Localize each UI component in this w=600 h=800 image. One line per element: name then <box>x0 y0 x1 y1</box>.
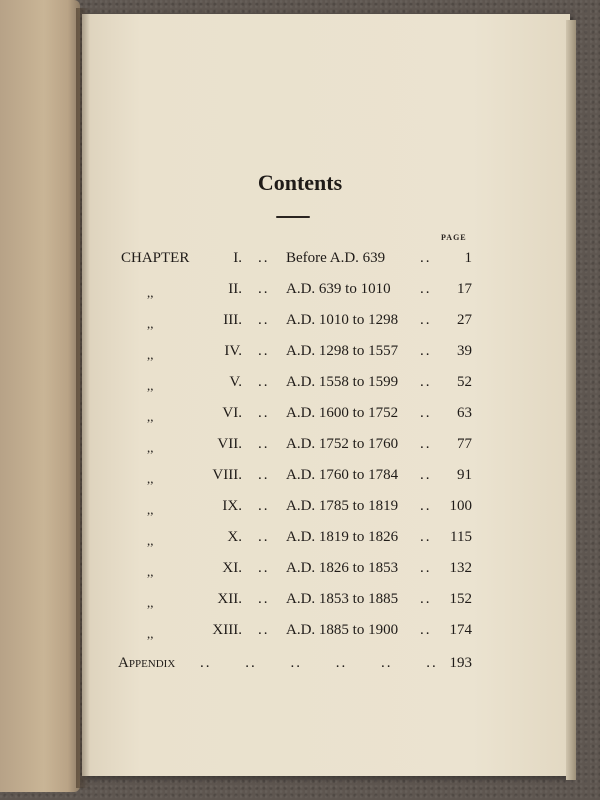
chapter-period: A.D. 1752 to 1760 <box>286 436 399 452</box>
chapter-period: A.D. 1600 to 1752 <box>286 405 399 421</box>
chapter-page-number: 1 <box>464 250 472 266</box>
dot-leader: .. <box>420 622 432 638</box>
dot-leader: .. <box>420 467 432 483</box>
chapter-period: Before A.D. 639 <box>286 250 386 266</box>
dot-leader: .. <box>258 250 270 266</box>
dot-leader: .. <box>258 343 270 359</box>
chapter-number: XIII. <box>212 622 242 638</box>
dot-leader: .. <box>258 498 270 514</box>
toc-row <box>0 432 600 456</box>
toc-row <box>0 525 600 549</box>
chapter-page-number: 39 <box>457 343 472 359</box>
toc-row <box>0 370 600 394</box>
chapter-page-number: 174 <box>449 622 472 638</box>
ditto-mark: ,, <box>147 471 154 486</box>
dot-leader: .. <box>420 591 432 607</box>
appendix-leaders: .. .. .. .. .. .. <box>200 655 438 671</box>
chapter-number: VI. <box>222 405 242 421</box>
chapter-label: CHAPTER <box>121 250 190 266</box>
appendix-page: 193 <box>449 655 472 671</box>
chapter-number: II. <box>228 281 242 297</box>
dot-leader: .. <box>420 436 432 452</box>
ditto-mark: ,, <box>147 409 154 424</box>
dot-leader: .. <box>258 374 270 390</box>
toc-row <box>0 246 600 270</box>
chapter-period: A.D. 1853 to 1885 <box>286 591 399 607</box>
chapter-page-number: 27 <box>457 312 472 328</box>
dot-leader: .. <box>258 529 270 545</box>
chapter-number: III. <box>223 312 242 328</box>
dot-leader: .. <box>420 250 432 266</box>
dot-leader: .. <box>258 591 270 607</box>
page-column-header: PAGE <box>441 233 467 242</box>
toc-row <box>0 556 600 580</box>
dot-leader: .. <box>420 312 432 328</box>
chapter-page-number: 17 <box>457 281 472 297</box>
page-title: Contents <box>257 170 343 195</box>
chapter-period: A.D. 1819 to 1826 <box>286 529 399 545</box>
dot-leader: .. <box>420 343 432 359</box>
dot-leader: .. <box>420 374 432 390</box>
chapter-number: X. <box>227 529 242 545</box>
dot-leader: .. <box>420 498 432 514</box>
ditto-mark: ,, <box>147 440 154 455</box>
chapter-page-number: 152 <box>449 591 472 607</box>
toc-row <box>0 339 600 363</box>
toc-row <box>0 618 600 642</box>
toc-row <box>0 587 600 611</box>
ditto-mark: ,, <box>147 285 154 300</box>
chapter-number: IV. <box>224 343 242 359</box>
chapter-number: VII. <box>217 436 242 452</box>
chapter-number: I. <box>233 250 242 266</box>
ditto-mark: ,, <box>147 378 154 393</box>
chapter-number: XII. <box>217 591 242 607</box>
toc-row <box>0 494 600 518</box>
chapter-page-number: 91 <box>457 467 472 483</box>
toc-row <box>0 401 600 425</box>
ditto-mark: ,, <box>147 347 154 362</box>
dot-leader: .. <box>258 560 270 576</box>
dot-leader: .. <box>258 405 270 421</box>
chapter-number: V. <box>229 374 242 390</box>
toc-row <box>0 277 600 301</box>
ditto-mark: ,, <box>147 502 154 517</box>
appendix-label: Appendix <box>118 655 176 671</box>
chapter-period: A.D. 1785 to 1819 <box>286 498 399 514</box>
chapter-number: VIII. <box>212 467 242 483</box>
ditto-mark: ,, <box>147 595 154 610</box>
ditto-mark: ,, <box>147 533 154 548</box>
chapter-page-number: 100 <box>449 498 472 514</box>
ditto-mark: ,, <box>147 564 154 579</box>
ditto-mark: ,, <box>147 626 154 641</box>
ditto-mark: ,, <box>147 316 154 331</box>
chapter-period: A.D. 1558 to 1599 <box>286 374 399 390</box>
chapter-page-number: 115 <box>450 529 472 545</box>
chapter-period: A.D. 1010 to 1298 <box>286 312 399 328</box>
chapter-period: A.D. 639 to 1010 <box>286 281 391 297</box>
dot-leader: .. <box>420 560 432 576</box>
dot-leader: .. <box>258 467 270 483</box>
chapter-page-number: 52 <box>457 374 472 390</box>
chapter-period: A.D. 1885 to 1900 <box>286 622 399 638</box>
toc-row <box>0 308 600 332</box>
chapter-number: XI. <box>222 560 242 576</box>
toc-row <box>0 463 600 487</box>
chapter-page-number: 132 <box>449 560 472 576</box>
chapter-page-number: 77 <box>457 436 472 452</box>
dot-leader: .. <box>258 622 270 638</box>
dot-leader: .. <box>258 312 270 328</box>
dot-leader: .. <box>258 281 270 297</box>
chapter-period: A.D. 1760 to 1784 <box>286 467 399 483</box>
dot-leader: .. <box>420 529 432 545</box>
dot-leader: .. <box>258 436 270 452</box>
appendix-row <box>0 651 600 675</box>
chapter-page-number: 63 <box>457 405 472 421</box>
dot-leader: .. <box>420 281 432 297</box>
chapter-number: IX. <box>222 498 242 514</box>
chapter-period: A.D. 1826 to 1853 <box>286 560 399 576</box>
chapter-period: A.D. 1298 to 1557 <box>286 343 399 359</box>
dot-leader: .. <box>420 405 432 421</box>
